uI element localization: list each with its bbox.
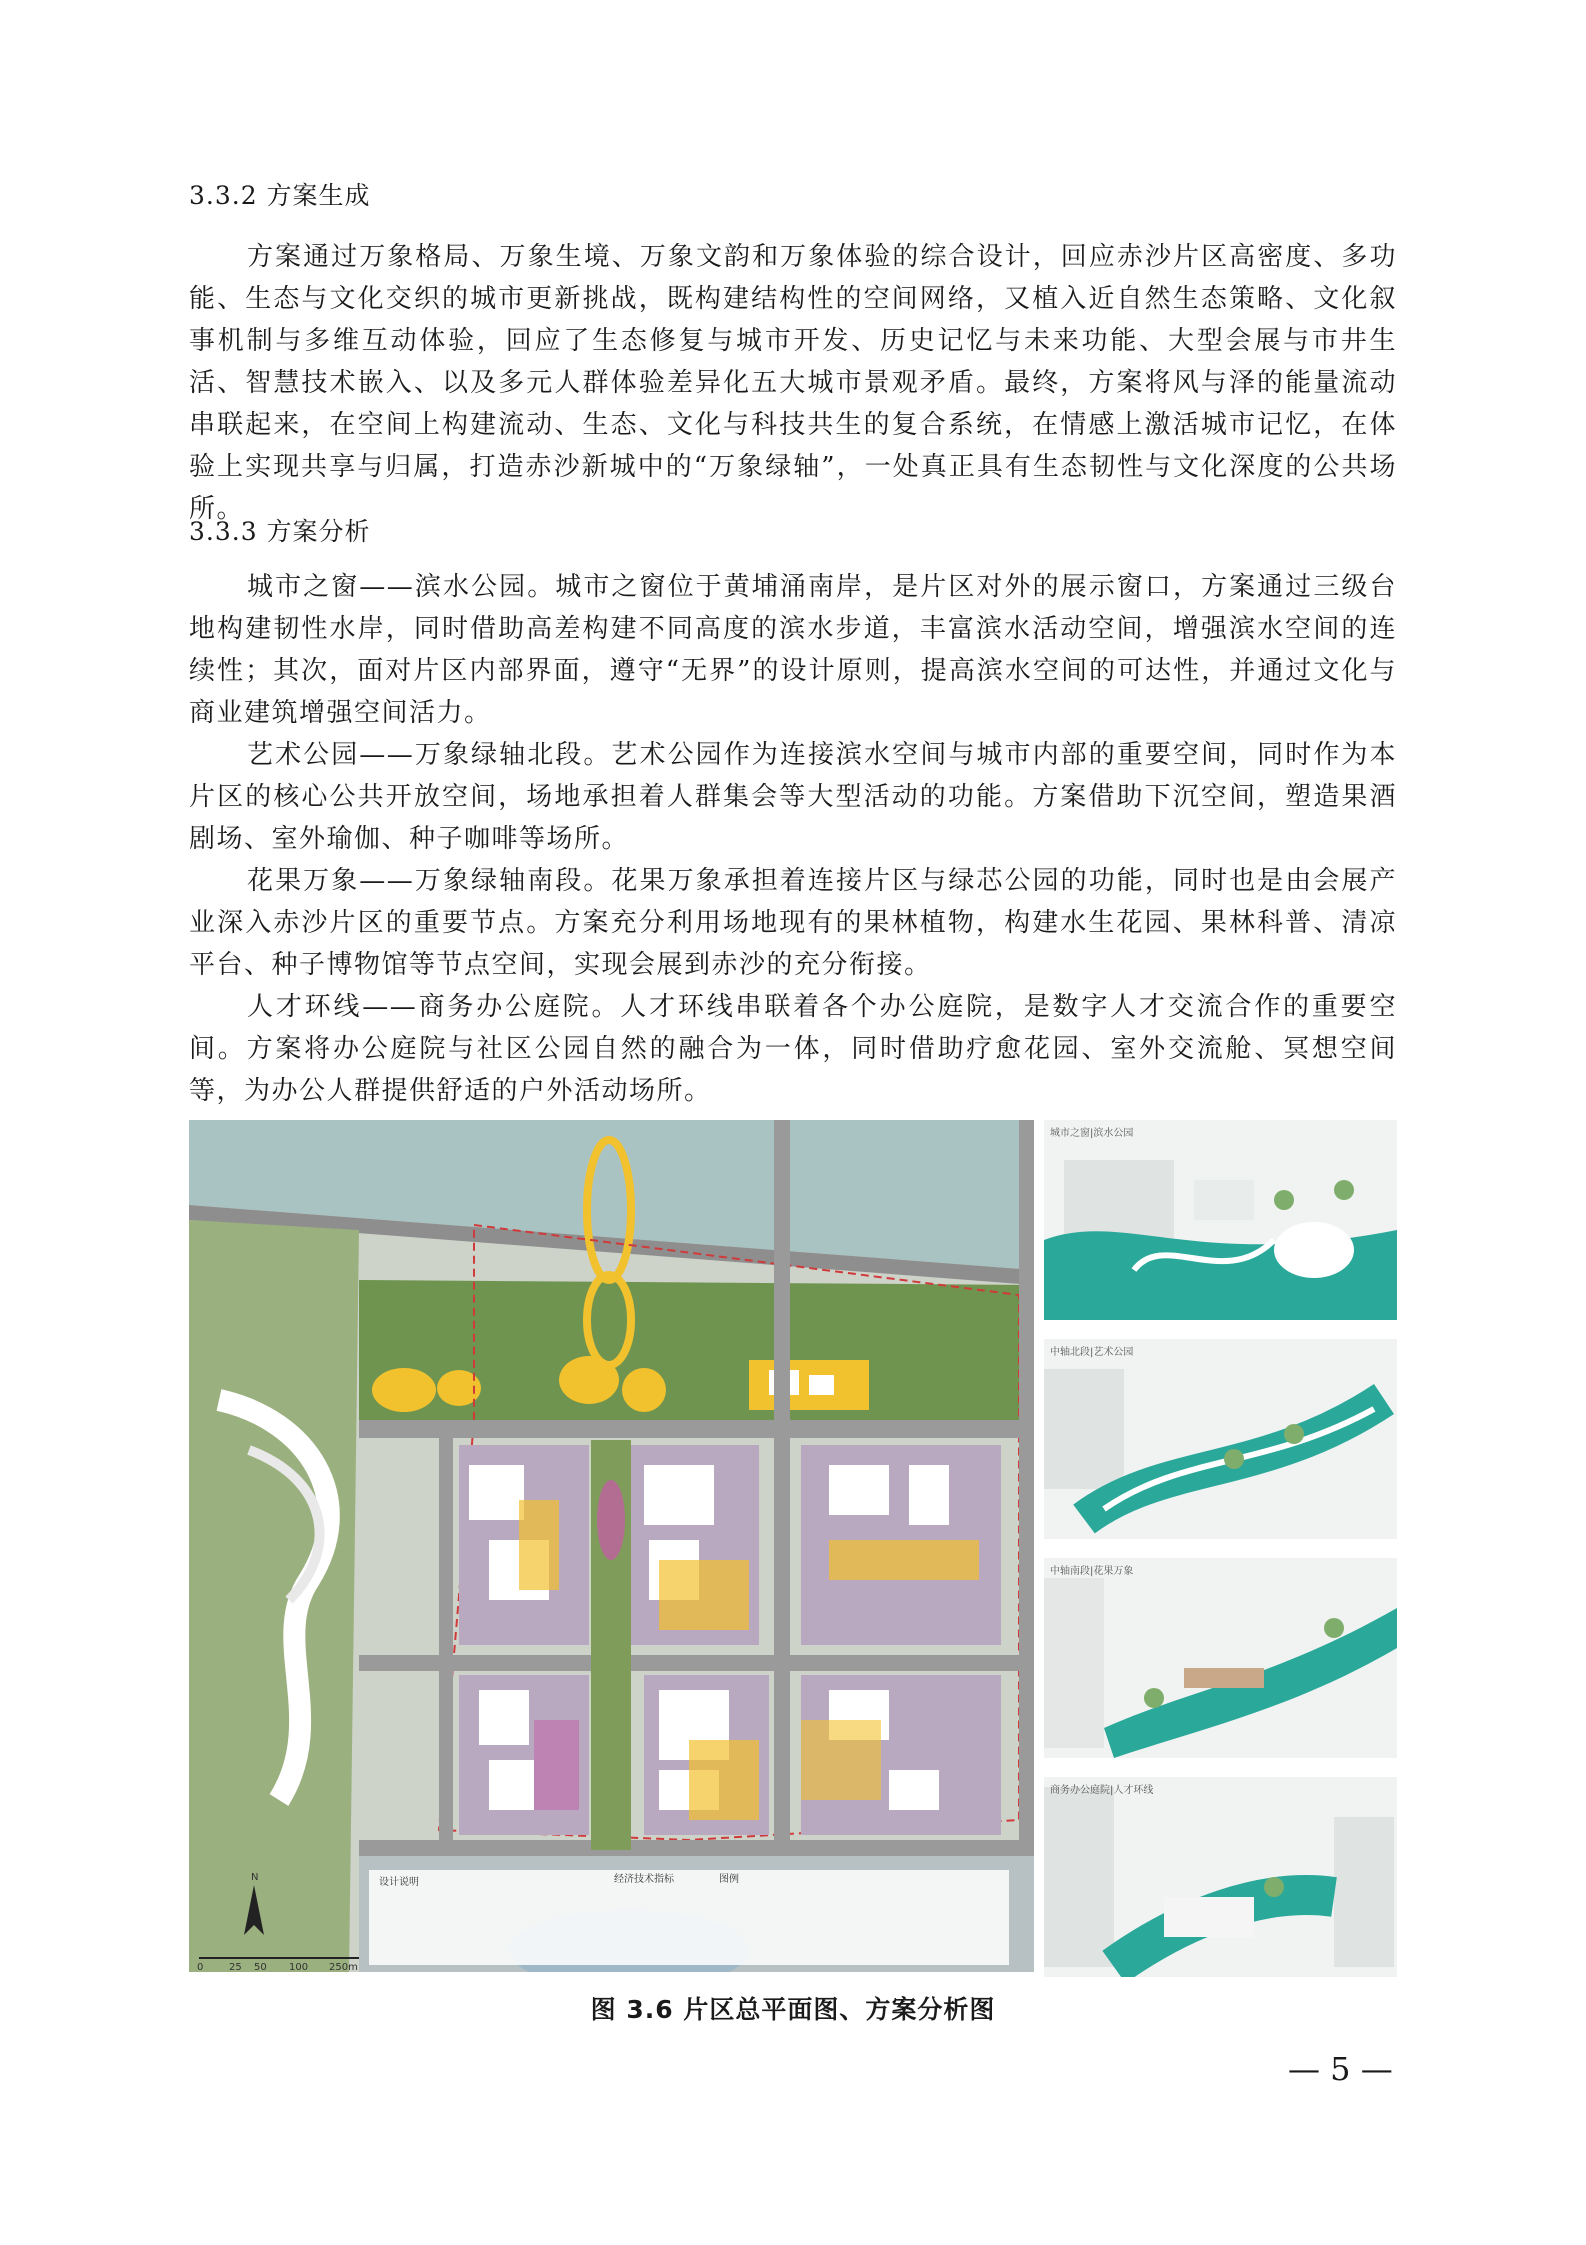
- figure-caption: 图 3.6 片区总平面图、方案分析图: [590, 1995, 996, 2024]
- scale-label: 0: [197, 1962, 204, 1972]
- legend-design-notes-title: 设计说明: [379, 1877, 419, 1888]
- page-number: — 5 —: [1288, 2050, 1393, 2088]
- section-heading-332: 3.3.2 方案生成: [189, 181, 371, 210]
- section-heading-333: 3.3.3 方案分析: [189, 517, 371, 546]
- panel-label: 城市之窗|滨水公园: [1050, 1128, 1134, 1139]
- legend-tech-title: 经济技术指标: [614, 1874, 674, 1885]
- scale-label: 50: [254, 1962, 267, 1972]
- paragraph-flower-fruit: 花果万象——万象绿轴南段。花果万象承担着连接片区与绿芯公园的功能，同时也是由会展产业深入赤沙片区的重要节点。方案充分利用场地现有的果林植物，构建水生花园、果林科普、清凉平台、种子博物馆等节点空间，实现会展到赤沙的充分衔接。: [189, 866, 1397, 980]
- legend-title: 图例: [719, 1874, 739, 1885]
- north-label: N: [251, 1872, 259, 1883]
- panel-talent-loop: [1044, 1777, 1397, 1977]
- scale-label: 25: [229, 1962, 242, 1972]
- panel-city-window: [1044, 1120, 1397, 1320]
- panel-label: 中轴北段|艺术公园: [1050, 1347, 1134, 1358]
- paragraph-city-window: 城市之窗——滨水公园。城市之窗位于黄埔涌南岸，是片区对外的展示窗口，方案通过三级台地构建韧性水岸，同时借助高差构建不同高度的滨水步道，丰富滨水活动空间，增强滨水空间的连续性；其次，面对片区内部界面，遵守“无界”的设计原则，提高滨水空间的可达性，并通过文化与商业建筑增强空间活力。: [189, 572, 1397, 728]
- panel-flower-fruit: [1044, 1558, 1397, 1758]
- panel-label: 中轴南段|花果万象: [1050, 1566, 1134, 1577]
- master-plan-image: [189, 1120, 1034, 1972]
- paragraph-art-park: 艺术公园——万象绿轴北段。艺术公园作为连接滨水空间与城市内部的重要空间，同时作为本片区的核心公共开放空间，场地承担着人群集会等大型活动的功能。方案借助下沉空间，塑造果酒剧场、室外瑜伽、种子咖啡等场所。: [189, 740, 1397, 854]
- paragraph-scheme-generation: 方案通过万象格局、万象生境、万象文韵和万象体验的综合设计，回应赤沙片区高密度、多功能、生态与文化交织的城市更新挑战，既构建结构性的空间网络，又植入近自然生态策略、文化叙事机制与多维互动体验，回应了生态修复与城市开发、历史记忆与未来功能、大型会展与市井生活、智慧技术嵌入、以及多元人群体验差异化五大城市景观矛盾。最终，方案将风与泽的能量流动串联起来，在空间上构建流动、生态、文化与科技共生的复合系统，在情感上激活城市记忆，在体验上实现共享与归属，打造赤沙新城中的“万象绿轴”，一处真正具有生态韧性与文化深度的公共场所。: [189, 242, 1397, 524]
- paragraph-talent-loop: 人才环线——商务办公庭院。人才环线串联着各个办公庭院，是数字人才交流合作的重要空间。方案将办公庭院与社区公园自然的融合为一体，同时借助疗愈花园、室外交流舱、冥想空间等，为办公人群提供舒适的户外活动场所。: [189, 992, 1397, 1106]
- scale-label: 100: [289, 1962, 309, 1972]
- panel-art-park: [1044, 1339, 1397, 1539]
- master-plan-figure: [189, 1120, 1397, 1972]
- panel-label: 商务办公庭院|人才环线: [1050, 1785, 1154, 1796]
- scale-label: 250m: [329, 1962, 358, 1972]
